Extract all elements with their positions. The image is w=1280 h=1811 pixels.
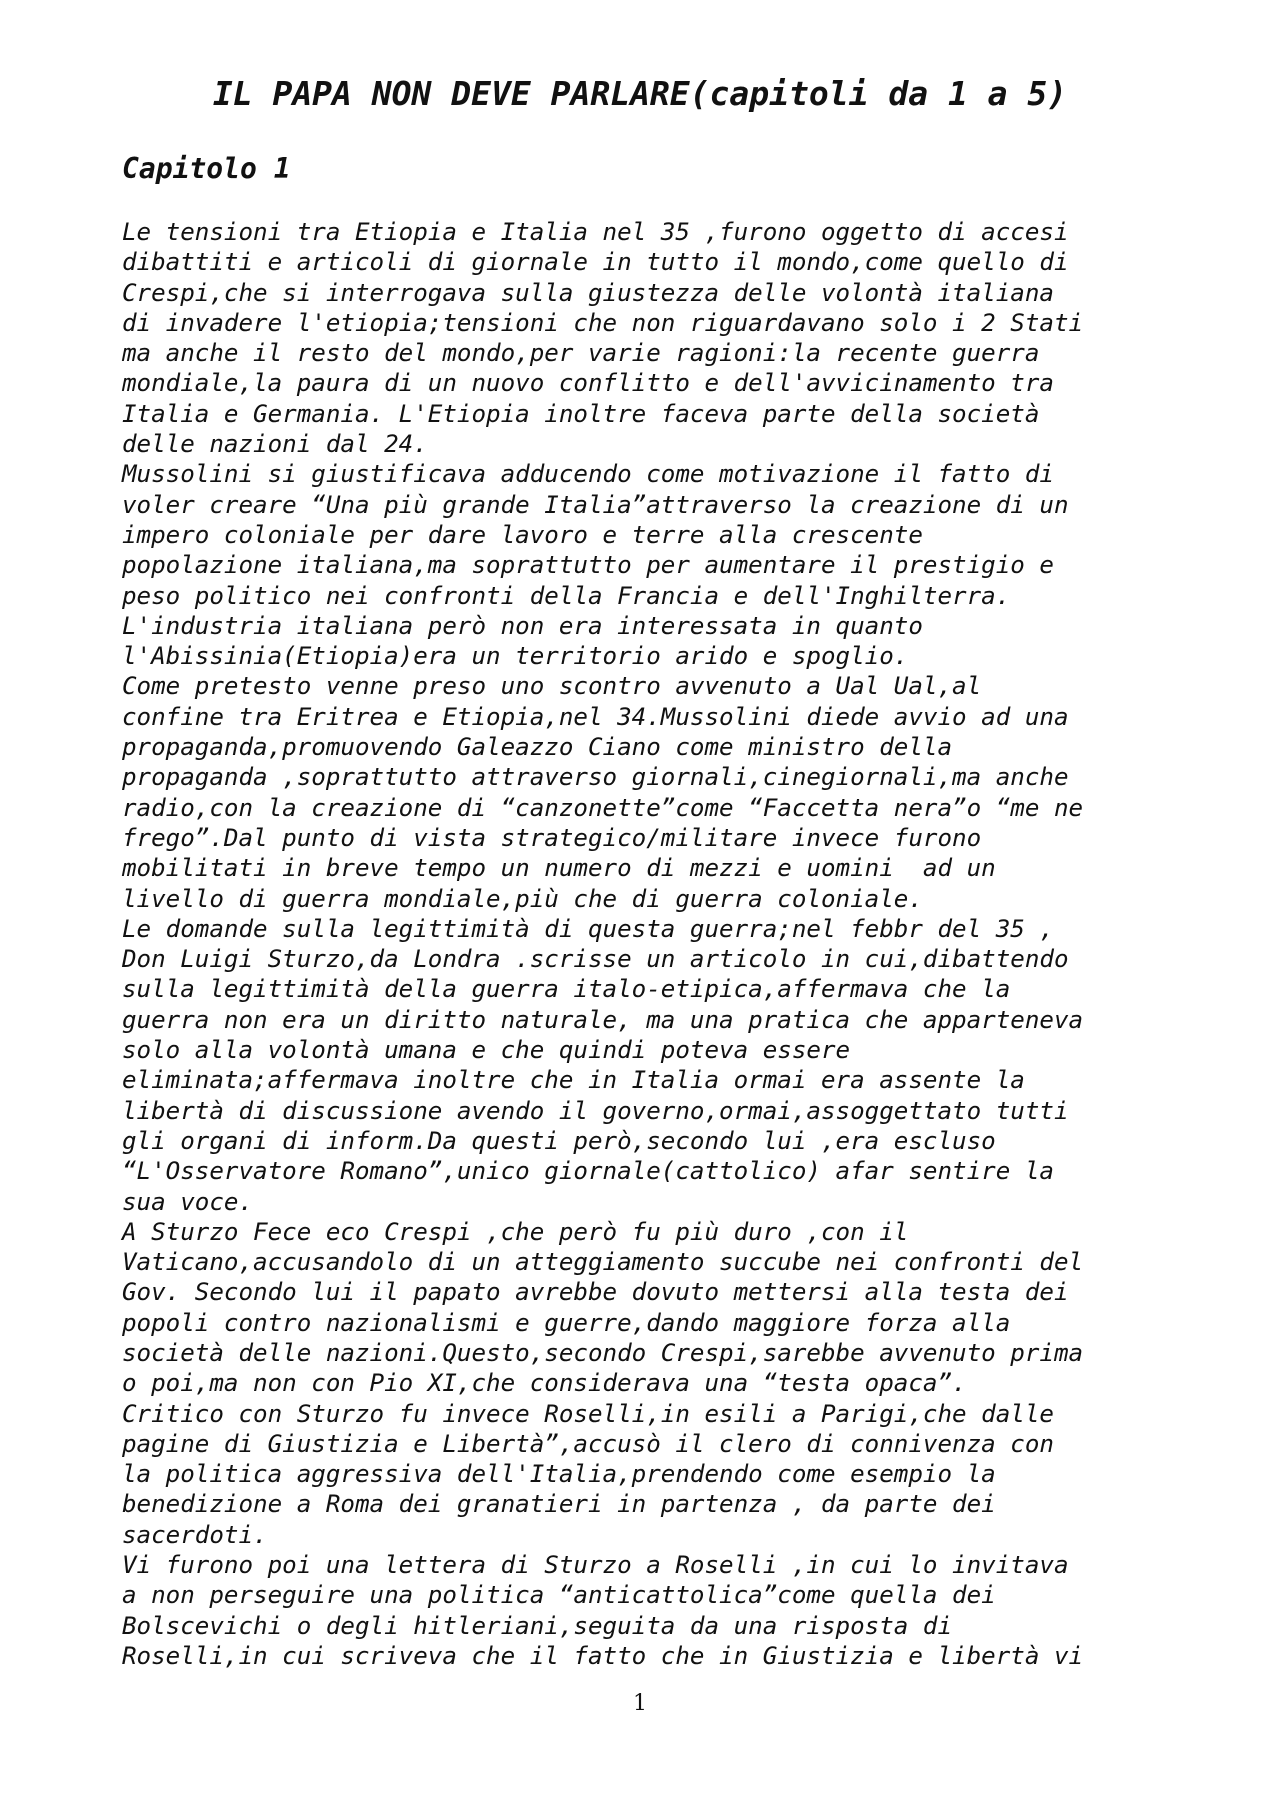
text-line: sacerdoti. — [122, 1520, 268, 1549]
text-line: pagine di Giustizia e Libertà”,accusò il clero di connivenza con — [122, 1429, 1054, 1458]
text-line: benedizione a Roma dei granatieri in partenza , da parte dei — [122, 1490, 996, 1519]
text-line: di invadere l'etiopia;tensioni che non riguardavano solo i 2 Stati — [122, 308, 1084, 337]
document-title: IL PAPA NON DEVE PARLARE(capitoli da 1 a 5) — [212, 74, 1068, 113]
text-line: “L'Osservatore Romano”,unico giornale(cattolico) afar sentire la — [122, 1157, 1054, 1186]
text-line: propaganda,promuovendo Galeazzo Ciano come ministro della — [122, 733, 953, 762]
text-line: a non perseguire una politica “anticattolica”come quella dei — [122, 1581, 996, 1610]
text-line: l'Abissinia(Etiopia)era un territorio arido e spoglio. — [122, 642, 909, 671]
text-line: impero coloniale per dare lavoro e terre alla crescente — [122, 520, 923, 549]
text-line: sua voce. — [122, 1187, 254, 1216]
text-line: gli organi di inform.Da questi però,secondo lui ,era escluso — [122, 1126, 996, 1155]
text-line: Vi furono poi una lettera di Sturzo a Roselli ,in cui lo invitava — [122, 1551, 1069, 1580]
text-line: Gov. Secondo lui il papato avrebbe dovuto mettersi alla testa dei — [122, 1278, 1069, 1307]
text-line: la politica aggressiva dell'Italia,prendendo come esempio la — [122, 1460, 996, 1489]
body-text — [122, 217, 1242, 1671]
text-line: confine tra Eritrea e Etiopia,nel 34.Mussolini diede avvio ad una — [122, 702, 1069, 731]
text-line: guerra non era un diritto naturale, ma una pratica che apparteneva — [122, 1005, 1084, 1034]
text-line: Italia e Germania. L'Etiopia inoltre faceva parte della società — [122, 399, 1040, 428]
text-line: livello di guerra mondiale,più che di guerra coloniale. — [122, 884, 923, 913]
text-line: ma anche il resto del mondo,per varie ragioni:la recente guerra — [122, 339, 1040, 368]
text-line: propaganda ,soprattutto attraverso giornali,cinegiornali,ma anche — [122, 763, 1069, 792]
chapter-heading: Capitolo 1 — [122, 152, 291, 185]
text-line: Bolscevichi o degli hitleriani,seguita da una risposta di — [122, 1611, 953, 1640]
text-line: dibattiti e articoli di giornale in tutto il mondo,come quello di — [122, 248, 1069, 277]
text-line: Don Luigi Sturzo,da Londra .scrisse un articolo in cui,dibattendo — [122, 945, 1069, 974]
text-line: mobilitati in breve tempo un numero di mezzi e uomini ad un — [122, 854, 996, 883]
text-line: Le domande sulla legittimità di questa guerra;nel febbr del 35 , — [122, 914, 1054, 943]
text-line: voler creare “Una più grande Italia”attraverso la creazione di un — [122, 490, 1069, 519]
text-line: o poi,ma non con Pio XI,che considerava una “testa opaca”. — [122, 1369, 967, 1398]
text-line: eliminata;affermava inoltre che in Italia ormai era assente la — [122, 1066, 1025, 1095]
text-line: società delle nazioni.Questo,secondo Crespi,sarebbe avvenuto prima — [122, 1338, 1084, 1367]
text-line: popolazione italiana,ma soprattutto per aumentare il prestigio e — [122, 551, 1054, 580]
page-number: 1 — [633, 1691, 647, 1716]
text-line: mondiale,la paura di un nuovo conflitto e dell'avvicinamento tra — [122, 369, 1054, 398]
text-line: Vaticano,accusandolo di un atteggiamento succube nei confronti del — [122, 1248, 1084, 1277]
text-line: delle nazioni dal 24. — [122, 430, 428, 459]
text-line: Mussolini si giustificava adducendo come motivazione il fatto di — [122, 460, 1054, 489]
text-line: Critico con Sturzo fu invece Roselli,in esili a Parigi,che dalle — [122, 1399, 1054, 1428]
text-line: sulla legittimità della guerra italo-etipica,affermava che la — [122, 975, 1011, 1004]
text-line: peso politico nei confronti della Francia e dell'Inghilterra. — [122, 581, 1011, 610]
text-line: L'industria italiana però non era interessata in quanto — [122, 611, 923, 640]
text-line: A Sturzo Fece eco Crespi ,che però fu più duro ,con il — [122, 1217, 909, 1246]
text-line: Come pretesto venne preso uno scontro avvenuto a Ual Ual,al — [122, 672, 982, 701]
text-line: solo alla volontà umana e che quindi poteva essere — [122, 1036, 851, 1065]
text-line: frego”.Dal punto di vista strategico/militare invece furono — [122, 823, 982, 852]
text-line: Crespi,che si interrogava sulla giustezza delle volontà italiana — [122, 278, 1054, 307]
text-line: radio,con la creazione di “canzonette”come “Faccetta nera”o “me ne — [122, 793, 1084, 822]
text-line: Le tensioni tra Etiopia e Italia nel 35 ,furono oggetto di accesi — [122, 218, 1069, 246]
text-line: libertà di discussione avendo il governo,ormai,assoggettato tutti — [122, 1096, 1069, 1125]
text-line: Roselli,in cui scriveva che il fatto che in Giustizia e libertà vi — [122, 1641, 1084, 1670]
text-line: popoli contro nazionalismi e guerre,dando maggiore forza alla — [122, 1308, 1011, 1337]
